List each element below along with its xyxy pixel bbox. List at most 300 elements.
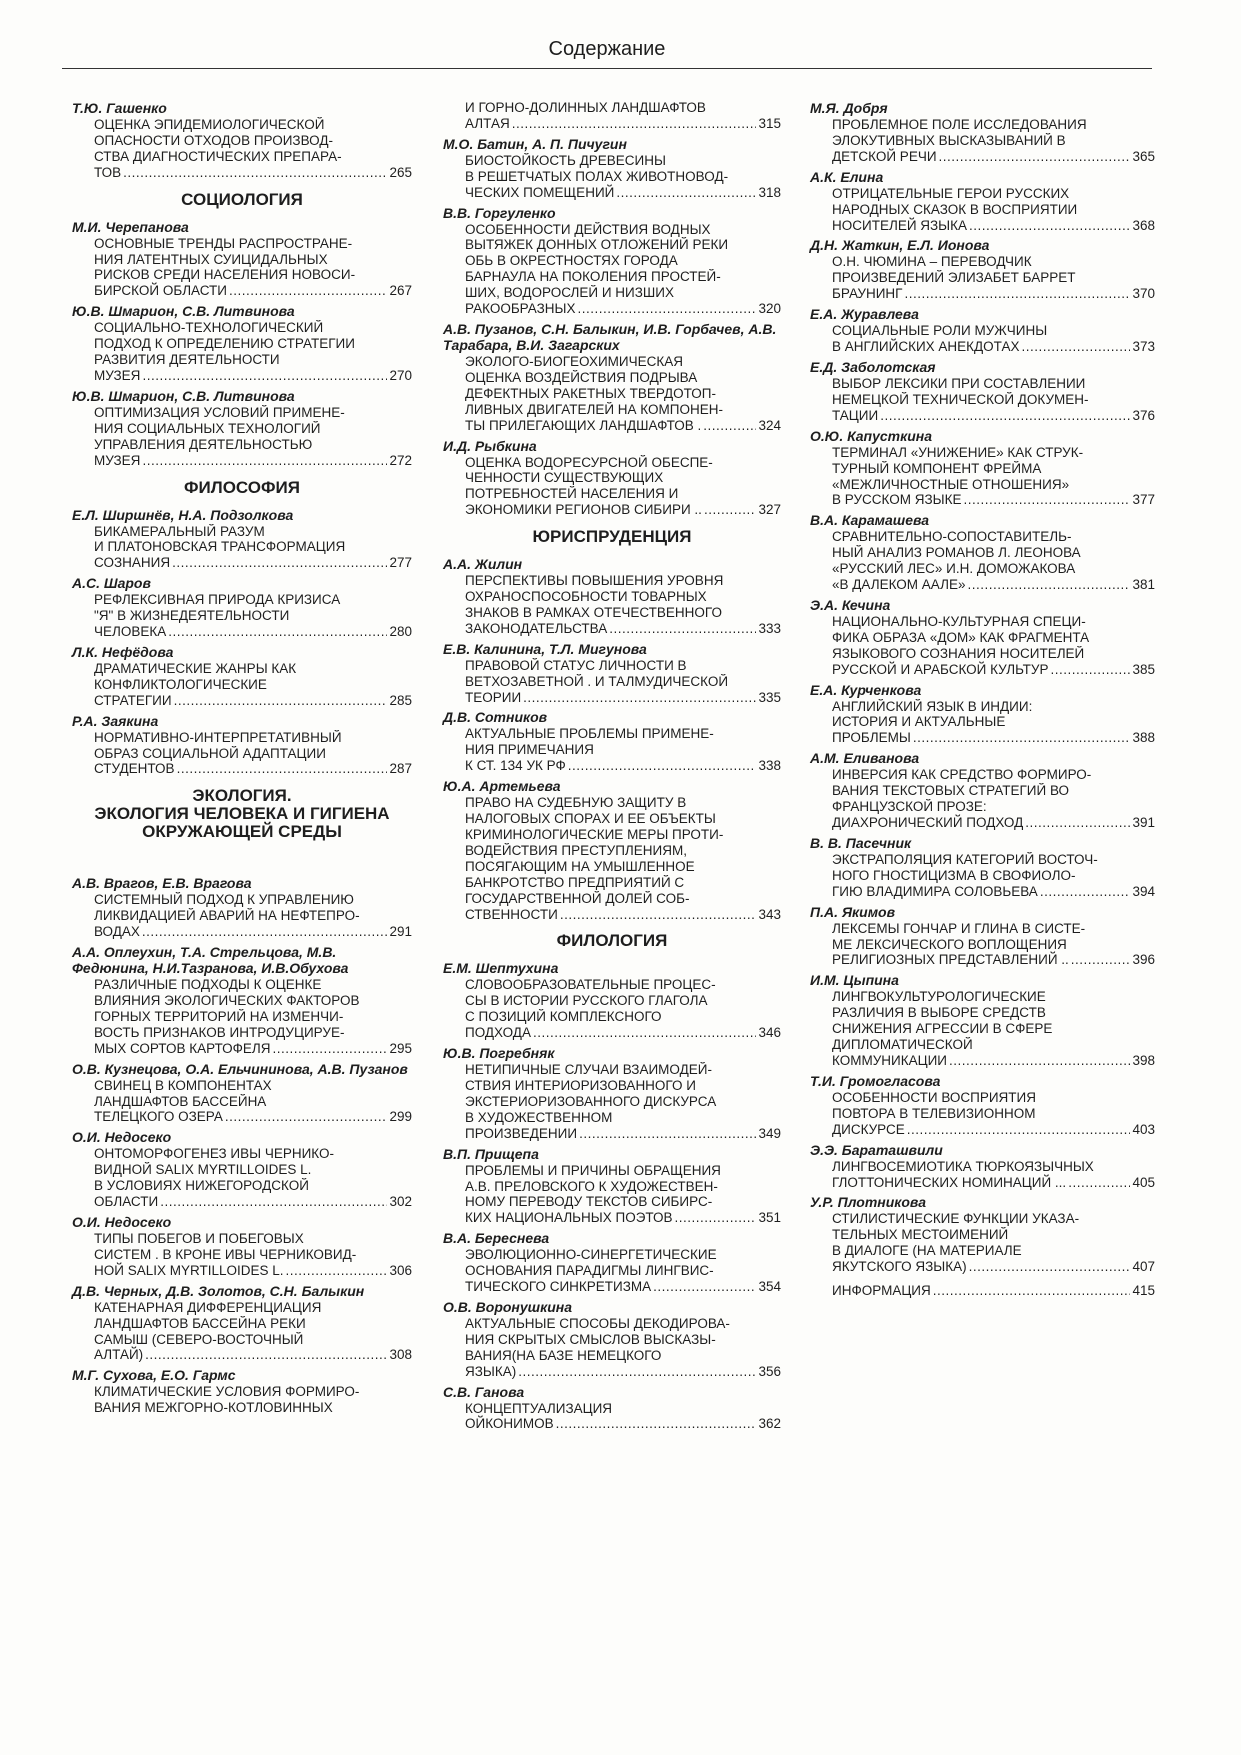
dot-leader: [880, 408, 1130, 424]
toc-entry[interactable]: [810, 237, 1155, 302]
toc-entry[interactable]: [72, 1129, 412, 1210]
toc-entry[interactable]: [443, 960, 781, 1041]
entry-title-last-line: [832, 408, 1155, 424]
entry-title-line: ПЕРСПЕКТИВЫ ПОВЫШЕНИЯ УРОВНЯ: [465, 573, 724, 589]
entry-title-line: НИЯ СОЦИАЛЬНЫХ ТЕХНОЛОГИЙ: [94, 420, 321, 436]
entry-title-line: ВИДНОЙ SALIX MYRTILLOIDES L.: [94, 1162, 312, 1178]
entry-title-line: НИЯ СКРЫТЫХ СМЫСЛОВ ВЫСКАЗЫ-: [465, 1331, 716, 1347]
entry-authors: Л.К. Нефёдова: [72, 643, 174, 660]
entry-title: [832, 529, 1155, 593]
page-number: 356: [758, 1363, 781, 1379]
toc-entry[interactable]: [72, 388, 412, 469]
entry-title-line: ОСНОВАНИЯ ПАРАДИГМЫ ЛИНГВИС-: [465, 1263, 714, 1279]
entry-title-line: ЭЛОКУТИВНЫХ ВЫСКАЗЫВАНИЙ В: [832, 132, 1066, 148]
entry-title-line: ГЛОТТОНИЧЕСКИХ НОМИНАЦИЙ ...: [832, 1174, 1067, 1190]
entry-authors: Е.В. Калинина, Т.Л. Мигунова: [443, 640, 647, 657]
toc-entry[interactable]: [443, 321, 781, 434]
entry-title-line: ОСНОВНЫЕ ТРЕНДЫ РАСПРОСТРАНЕ-: [94, 235, 353, 251]
entry-authors: Е.Л. Ширшнёв, Н.А. Подзолкова: [72, 506, 294, 523]
entry-title: [94, 1384, 412, 1416]
entry-title-line: СТВА ДИАГНОСТИЧЕСКИХ ПРЕПАРА-: [94, 148, 342, 164]
entry-title-line: КОНЦЕПТУАЛИЗАЦИЯ: [465, 1400, 613, 1416]
page-number: 306: [389, 1262, 412, 1278]
entry-title: [832, 989, 1155, 1069]
dot-leader: [229, 283, 387, 299]
toc-entry[interactable]: [72, 944, 412, 1057]
entry-title-last-line: [832, 492, 1155, 508]
entry-title-line: ОПТИМИЗАЦИЯ УСЛОВИЙ ПРИМЕНЕ-: [94, 404, 345, 420]
entry-authors: Р.А. Заякина: [72, 712, 159, 729]
page-number: 277: [389, 555, 412, 571]
toc-entry[interactable]: [443, 438, 781, 519]
entry-title-line: ЛИНГВОКУЛЬТУРОЛОГИЧЕСКИЕ: [832, 989, 1046, 1005]
entry-title-line: ЛИНГВОСЕМИОТИКА ТЮРКОЯЗЫЧНЫХ: [832, 1158, 1094, 1174]
toc-entry[interactable]: [810, 359, 1155, 424]
entry-title: [832, 376, 1155, 424]
entry-title-last-line: [94, 165, 412, 181]
entry-title-last-line: [94, 1041, 412, 1057]
toc-entry[interactable]: [443, 136, 781, 201]
entry-authors: Ю.В. Шмарион, С.В. Литвинова: [72, 387, 295, 404]
entry-title: [94, 592, 412, 640]
dot-leader: [579, 1126, 756, 1142]
entry-title-line: ДИСКУРСЕ: [832, 1121, 905, 1137]
entry-title-line: ЭКОНОМИКИ РЕГИОНОВ СИБИРИ ..: [465, 502, 702, 518]
entry-authors: А.В. Пузанов, С.Н. Балыкин, И.В. Горбачев, А.В. Тарабара, В.И. Загарских: [443, 320, 777, 353]
entry-title-line: ПОДХОДА: [465, 1025, 531, 1041]
section-heading-line: ФИЛОСОФИЯ: [184, 477, 300, 497]
entry-title: [94, 661, 412, 709]
entry-title-line: ДИПЛОМАТИЧЕСКОЙ: [832, 1037, 973, 1053]
page-title: Содержание: [548, 38, 666, 60]
entry-title-line: ДРАМАТИЧЕСКИЕ ЖАНРЫ КАК: [94, 660, 297, 676]
entry-authors: Е.М. Шептухина: [443, 960, 559, 977]
toc-entry[interactable]: [443, 1146, 781, 1227]
entry-title-line: ЛИВНЫХ ДВИГАТЕЛЕЙ НА КОМПОНЕН-: [465, 401, 723, 417]
toc-entry[interactable]: [72, 1367, 412, 1416]
entry-title-line: КОММУНИКАЦИИ: [832, 1052, 947, 1068]
page-number: 362: [758, 1416, 781, 1432]
page-number: 388: [1132, 730, 1155, 746]
entry-title-line: ЧЕСКИХ ПОМЕЩЕНИЙ: [465, 184, 615, 200]
entry-authors: Ю.А. Артемьева: [443, 778, 561, 795]
entry-title-line: УПРАВЛЕНИЯ ДЕЯТЕЛЬНОСТЬЮ: [94, 436, 313, 452]
dot-leader: [225, 1109, 388, 1125]
page-number: 354: [758, 1279, 781, 1295]
entry-title-line: ОПАСНОСТИ ОТХОДОВ ПРОИЗВОД-: [94, 132, 333, 148]
toc-entry[interactable]: [810, 428, 1155, 509]
page-number: 308: [389, 1347, 412, 1363]
entry-title-line: АНГЛИЙСКИЙ ЯЗЫК В ИНДИИ:: [832, 698, 1033, 714]
toc-entry[interactable]: [810, 512, 1155, 593]
entry-authors: О.И. Недосеко: [72, 1129, 172, 1146]
entry-title-last-line: [832, 1122, 1155, 1138]
entry-title: [94, 320, 412, 384]
dot-leader: [172, 555, 387, 571]
entry-title-last-line: [94, 1263, 412, 1279]
entry-title-line: ВЫТЯЖЕК ДОННЫХ ОТЛОЖЕНИЙ РЕКИ: [465, 237, 729, 253]
entry-title: [94, 730, 412, 778]
toc-entry[interactable]: [810, 169, 1155, 234]
entry-title-line: ВАНИЯ МЕЖГОРНО-КОТЛОВИННЫХ: [94, 1400, 333, 1416]
entry-title-line: ВОДАХ: [94, 924, 140, 940]
page-number: 343: [758, 906, 781, 922]
entry-title-line: ЭКСТРАПОЛЯЦИЯ КАТЕГОРИЙ ВОСТОЧ-: [832, 851, 1098, 867]
entry-title-line: ДЕФЕКТНЫХ РАКЕТНЫХ ТВЕРДОТОП-: [465, 385, 716, 401]
toc-entry[interactable]: [810, 1142, 1155, 1191]
dot-leader: [907, 1122, 1131, 1138]
entry-title-line: И ГОРНО-ДОЛИННЫХ ЛАНДШАФТОВ: [465, 100, 706, 115]
entry-title: [94, 1231, 412, 1279]
entry-title-line: ЛАНДШАФТОВ БАССЕЙНА РЕКИ: [94, 1315, 306, 1331]
entry-title-last-line: [832, 1259, 1155, 1275]
entry-title-last-line: [94, 693, 412, 709]
page-number: 333: [758, 620, 781, 636]
entry-title-line: ТЕОРИИ: [465, 689, 522, 705]
entry-authors: А.А. Жилин: [443, 556, 523, 573]
dot-leader: [969, 1259, 1131, 1275]
entry-authors: М.Я. Добря: [810, 100, 888, 116]
dot-leader: [174, 693, 388, 709]
entry-title-line: КРИМИНОЛОГИЧЕСКИЕ МЕРЫ ПРОТИ-: [465, 827, 724, 842]
entry-title-line: САМЫШ (СЕВЕРО-ВОСТОЧНЫЙ: [94, 1331, 304, 1347]
entry-title-last-line: [465, 502, 781, 518]
dot-leader: [142, 368, 387, 384]
entry-title-last-line: [832, 149, 1155, 165]
dot-leader: [142, 453, 387, 469]
entry-title-last-line: [465, 301, 781, 317]
entry-title-line: ПРОБЛЕМЫ И ПРИЧИНЫ ОБРАЩЕНИЯ: [465, 1162, 721, 1178]
page-number: 272: [389, 452, 412, 468]
dot-leader: [703, 418, 756, 434]
entry-title-line: АЛТАЯ: [465, 115, 510, 131]
page-number: 396: [1132, 952, 1155, 968]
entry-authors: О.В. Воронушкина: [443, 1298, 573, 1315]
entry-title-line: ЧЕЛОВЕКА: [94, 624, 167, 640]
dot-leader: [1071, 952, 1131, 968]
dot-leader: [123, 165, 387, 181]
entry-title-line: КАТЕНАРНАЯ ДИФФЕРЕНЦИАЦИЯ: [94, 1299, 322, 1315]
toc-entry[interactable]: [443, 205, 781, 317]
entry-title-line: ИСТОРИЯ И АКТУАЛЬНЫЕ: [832, 714, 1006, 730]
entry-authors: А.С. Шаров: [72, 575, 151, 592]
entry-title-line: ВАНИЯ ТЕКСТОВЫХ СТРАТЕГИЙ ВО: [832, 783, 1070, 799]
entry-title: [832, 254, 1155, 302]
page-number: 370: [1132, 286, 1155, 302]
entry-title-line: СТУДЕНТОВ: [94, 761, 175, 777]
entry-title-line: БАНКРОТСТВО ПРЕДПРИЯТИЙ С: [465, 874, 685, 890]
entry-title: [832, 117, 1155, 165]
toc-entry[interactable]: [810, 1073, 1155, 1138]
entry-title: [94, 524, 412, 572]
entry-title-line: О.Н. ЧЮМИНА – ПЕРЕВОДЧИК: [832, 254, 1032, 270]
entry-title: [94, 117, 412, 181]
entry-title-line: ШИХ, ВОДОРОСЛЕЙ И НИЗШИХ: [465, 285, 674, 301]
entry-title-line: ФИКА ОБРАЗА «ДОМ» КАК ФРАГМЕНТА: [832, 629, 1090, 645]
entry-authors: Е.Д. Заболотская: [810, 358, 936, 375]
dot-leader: [609, 621, 756, 637]
entry-title-line: СИСТЕМНЫЙ ПОДХОД К УПРАВЛЕНИЮ: [94, 892, 354, 908]
entry-title-line: ТЫ ПРИЛЕГАЮЩИХ ЛАНДШАФТОВ .: [465, 417, 702, 433]
entry-title-line: ЗНАКОВ В РАМКАХ ОТЕЧЕСТВЕННОГО: [465, 604, 722, 620]
page-number: 299: [389, 1109, 412, 1125]
entry-title-last-line: [94, 624, 412, 640]
entry-title-line: БИРСКОЙ ОБЛАСТИ: [94, 283, 228, 299]
entry-title: [832, 1211, 1155, 1275]
entry-title: [465, 153, 781, 201]
entry-title-line: ЯКУТСКОГО ЯЗЫКА): [832, 1259, 967, 1275]
entry-title-line: БИКАМЕРАЛЬНЫЙ РАЗУМ: [94, 523, 265, 539]
toc-entry[interactable]: [443, 1384, 781, 1433]
entry-title-line: СРАВНИТЕЛЬНО-СОПОСТАВИТЕЛЬ-: [832, 529, 1072, 545]
entry-authors: Ю.В. Шмарион, С.В. Литвинова: [72, 303, 295, 320]
entry-title: [94, 1146, 412, 1210]
page-number: 346: [758, 1025, 781, 1041]
page-number: 377: [1132, 492, 1155, 508]
entry-title-last-line: [465, 1416, 781, 1432]
toc-entry[interactable]: [72, 303, 412, 384]
entry-title-line: НОГО ГНОСТИЦИЗМА В СВОФИОЛО-: [832, 867, 1076, 883]
entry-title-line: РАКООБРАЗНЫХ: [465, 301, 576, 317]
page-number: 394: [1132, 883, 1155, 899]
entry-title-last-line: [832, 1053, 1155, 1069]
toc-entry[interactable]: [810, 100, 1155, 165]
entry-title: [94, 405, 412, 469]
entry-title-last-line: [94, 453, 412, 469]
entry-title: [465, 1062, 781, 1142]
entry-authors: Э.А. Кечина: [810, 596, 891, 613]
entry-title-line: В АНГЛИЙСКИХ АНЕКДОТАХ: [832, 339, 1020, 355]
entry-title-line: ТИЧЕСКОГО СИНКРЕТИЗМА: [465, 1279, 652, 1295]
page-number: 318: [758, 184, 781, 200]
entry-title-line: "Я" В ЖИЗНЕДЕЯТЕЛЬНОСТИ: [94, 608, 290, 624]
entry-title-line: РИСКОВ СРЕДИ НАСЕЛЕНИЯ НОВОСИ-: [94, 267, 356, 283]
entry-title-line: В ДИАЛОГЕ (НА МАТЕРИАЛЕ: [832, 1243, 1022, 1259]
entry-title-last-line: [465, 185, 781, 201]
entry-title-line: ОХРАНОСПОСОБНОСТИ ТОВАРНЫХ: [465, 589, 707, 605]
entry-title-line: НОЙ SALIX MYRTILLOIDES L.: [94, 1262, 284, 1278]
entry-title: [94, 892, 412, 940]
entry-title-line: ДЕТСКОЙ РЕЧИ: [832, 148, 937, 164]
entry-title-line: ДИАХРОНИЧЕСКИЙ ПОДХОД: [832, 815, 1024, 830]
entry-title: [94, 236, 412, 300]
toc-entry[interactable]: [443, 100, 781, 132]
toc-entry[interactable]: [72, 1061, 412, 1126]
section-heading: [443, 528, 781, 546]
toc-entry[interactable]: [810, 972, 1155, 1069]
entry-title-line: ПРАВОВОЙ СТАТУС ЛИЧНОСТИ В: [465, 657, 687, 673]
toc-entry[interactable]: [72, 1283, 412, 1364]
toc-entry-info[interactable]: [832, 1283, 1155, 1298]
page-number: 365: [1132, 148, 1155, 164]
dot-leader: [675, 1210, 757, 1226]
page-number: 373: [1132, 339, 1155, 355]
entry-title-line: ЛАНДШАФТОВ БАССЕЙНА: [94, 1093, 267, 1109]
page-number: 381: [1132, 577, 1155, 593]
entry-title-line: ЯЗЫКОВОГО СОЗНАНИЯ НОСИТЕЛЕЙ: [832, 645, 1085, 661]
entry-title-line: ОЦЕНКА ВОДОРЕСУРСНОЙ ОБЕСПЕ-: [465, 454, 713, 470]
entry-title-line: ЭКСТЕРИОРИЗОВАННОГО ДИСКУРСА: [465, 1093, 717, 1109]
entry-title-line: ПРОБЛЕМНОЕ ПОЛЕ ИССЛЕДОВАНИЯ: [832, 117, 1087, 132]
page-number: 338: [758, 758, 781, 774]
entry-title-line: В ХУДОЖЕСТВЕННОМ: [465, 1109, 613, 1125]
toc-entry[interactable]: [72, 507, 412, 572]
dot-leader: [653, 1279, 756, 1295]
entry-title-line: ТИПЫ ПОБЕГОВ И ПОБЕГОВЫХ: [94, 1230, 304, 1246]
entry-title-line: ПОСЯГАЮЩИМ НА УМЫШЛЕННОЕ: [465, 858, 695, 874]
entry-title-line: ОЦЕНКА ВОЗДЕЙСТВИЯ ПОДРЫВА: [465, 369, 698, 385]
dot-leader: [1040, 884, 1131, 900]
entry-title: [465, 1163, 781, 1227]
toc-column-3: [810, 100, 1155, 1298]
page-number: 295: [389, 1040, 412, 1056]
entry-title-line: РУССКОЙ И АРАБСКОЙ КУЛЬТУР: [832, 661, 1049, 677]
entry-title-line: МЕ ЛЕКСИЧЕСКОГО ВОПЛОЩЕНИЯ: [832, 936, 1067, 952]
entry-authors: В. В. Пасечник: [810, 834, 912, 851]
entry-title-line: ЧЕННОСТИ СУЩЕСТВУЮЩИХ: [465, 470, 664, 486]
entry-title-line: СЫ В ИСТОРИИ РУССКОГО ГЛАГОЛА: [465, 993, 708, 1009]
entry-title-line: ПРОБЛЕМЫ: [832, 730, 911, 746]
entry-authors: М.Г. Сухова, Е.О. Гармс: [72, 1367, 236, 1384]
section-heading: [72, 787, 412, 841]
toc-entry[interactable]: [810, 682, 1155, 747]
entry-title-line: СВИНЕЦ В КОМПОНЕНТАХ: [94, 1077, 272, 1093]
section-heading-line: СОЦИОЛОГИЯ: [181, 189, 303, 209]
entry-authors: В.П. Прищепа: [443, 1145, 539, 1162]
entry-title-line: СИСТЕМ . В КРОНЕ ИВЫ ЧЕРНИКОВИД-: [94, 1246, 357, 1262]
entry-title-line: В РУССКОМ ЯЗЫКЕ: [832, 492, 962, 508]
entry-title: [465, 977, 781, 1041]
entry-authors: И.Д. Рыбкина: [443, 437, 537, 454]
dot-leader: [904, 286, 1130, 302]
entry-title-line: ПРОИЗВЕДЕНИЙ ЭЛИЗАБЕТ БАРРЕТ: [832, 270, 1076, 286]
toc-entry[interactable]: [810, 1194, 1155, 1275]
entry-title-last-line: [832, 577, 1155, 593]
section-heading-line: ЭКОЛОГИЯ.: [192, 786, 292, 806]
toc-entry[interactable]: [72, 100, 412, 181]
entry-title-line: НОСИТЕЛЕЙ ЯЗЫКА: [832, 217, 967, 233]
toc-entry[interactable]: [72, 575, 412, 640]
toc-entry[interactable]: [72, 875, 412, 940]
toc-entry[interactable]: [72, 644, 412, 709]
toc-entry[interactable]: [810, 835, 1155, 900]
section-heading: [443, 932, 781, 950]
dot-leader: [560, 907, 757, 923]
toc-entry[interactable]: [443, 1045, 781, 1142]
page-number: 349: [758, 1125, 781, 1141]
toc-entry[interactable]: [72, 1214, 412, 1279]
entry-title-line: ЛИКВИДАЦИЕЙ АВАРИЙ НА НЕФТЕПРО-: [94, 908, 360, 924]
section-heading: [72, 191, 412, 209]
entry-title-last-line: [832, 218, 1155, 234]
entry-title-line: И ПЛАТОНОВСКАЯ ТРАНСФОРМАЦИЯ: [94, 539, 346, 555]
entry-title-line: СОЦИАЛЬНЫЕ РОЛИ МУЖЧИНЫ: [832, 323, 1048, 339]
entry-title-line: В УСЛОВИЯХ НИЖЕГОРОДСКОЙ: [94, 1178, 309, 1194]
entry-title-line: ВОСТЬ ПРИЗНАКОВ ИНТРОДУЦИРУЕ-: [94, 1024, 345, 1040]
entry-title: [465, 100, 781, 132]
page-number: 270: [389, 367, 412, 383]
entry-title: [832, 921, 1155, 969]
entry-title-last-line: [832, 662, 1155, 678]
entry-title-line: ОНТОМОРФОГЕНЕЗ ИВЫ ЧЕРНИКО-: [94, 1146, 335, 1162]
entry-title-last-line: [465, 1364, 781, 1380]
entry-title-line: ГОРНЫХ ТЕРРИТОРИЙ НА ИЗМЕНЧИ-: [94, 1008, 344, 1024]
toc-entry[interactable]: [443, 709, 781, 774]
entry-title: [465, 1316, 781, 1380]
entry-title: [465, 726, 781, 774]
toc-entry[interactable]: [810, 306, 1155, 355]
entry-title-line: НАЛОГОВЫХ СПОРАХ И ЕЕ ОБЪЕКТЫ: [465, 811, 716, 827]
entry-title-line: РАЗВИТИЯ ДЕЯТЕЛЬНОСТИ: [94, 352, 280, 368]
entry-authors: М.О. Батин, А. П. Пичугин: [443, 135, 627, 152]
dot-leader: [967, 577, 1130, 593]
entry-title-line: ЗАКОНОДАТЕЛЬСТВА: [465, 620, 608, 636]
page-number: 405: [1132, 1174, 1155, 1190]
entry-title: [465, 1247, 781, 1295]
entry-authors: Д.Н. Жаткин, Е.Л. Ионова: [810, 237, 990, 254]
toc-entry[interactable]: [810, 597, 1155, 678]
page-number: 285: [389, 692, 412, 708]
entry-title-line: СТВЕННОСТИ: [465, 906, 558, 922]
toc-entry[interactable]: [72, 219, 412, 300]
entry-title-line: ОБЬ В ОКРЕСТНОСТЯХ ГОРОДА: [465, 253, 678, 269]
entry-title-line: ПОТРЕБНОСТЕЙ НАСЕЛЕНИЯ И: [465, 486, 679, 502]
entry-title-last-line: [832, 1175, 1155, 1191]
entry-title-last-line: [832, 730, 1155, 746]
entry-title-last-line: [94, 761, 412, 777]
toc-entry[interactable]: [443, 641, 781, 706]
entry-title-line: НАРОДНЫХ СКАЗОК В ВОСПРИЯТИИ: [832, 201, 1078, 217]
page-number: 267: [389, 283, 412, 299]
dot-leader: [512, 116, 757, 132]
entry-title-last-line: [94, 283, 412, 299]
entry-title-line: КОНФЛИКТОЛОГИЧЕСКИЕ: [94, 676, 267, 692]
dot-leader: [578, 301, 757, 317]
dot-leader: [1068, 1175, 1130, 1191]
dot-leader: [1050, 662, 1130, 678]
toc-column-2: [443, 100, 781, 1436]
toc-entry[interactable]: [443, 556, 781, 637]
entry-title-line: СОЗНАНИЯ: [94, 555, 171, 571]
entry-title-last-line: [94, 1194, 412, 1210]
dot-leader: [533, 1025, 757, 1041]
toc-entry[interactable]: [443, 1230, 781, 1295]
toc-entry[interactable]: [443, 778, 781, 922]
entry-title: [832, 445, 1155, 509]
entry-title: [94, 1078, 412, 1126]
toc-entry[interactable]: [72, 713, 412, 778]
section-heading-line: ФИЛОЛОГИЯ: [556, 931, 668, 951]
entry-title-line: НОМУ ПЕРЕВОДУ ТЕКСТОВ СИБИРС-: [465, 1194, 713, 1210]
entry-authors: С.В. Ганова: [443, 1383, 525, 1400]
entry-title-last-line: [465, 116, 781, 132]
entry-title-line: ОЦЕНКА ЭПИДЕМИОЛОГИЧЕСКОЙ: [94, 117, 325, 132]
toc-entry[interactable]: [443, 1299, 781, 1380]
dot-leader: [616, 185, 756, 201]
entry-title-line: НЫЙ АНАЛИЗ РОМАНОВ Л. ЛЕОНОВА: [832, 545, 1081, 561]
dot-leader: [933, 1283, 1131, 1298]
entry-title-line: К СТ. 134 УК РФ: [465, 758, 566, 774]
entry-authors: А.В. Врагов, Е.В. Врагова: [72, 875, 252, 892]
page-number: 291: [389, 924, 412, 940]
toc-entry[interactable]: [810, 750, 1155, 831]
toc-entry[interactable]: [810, 904, 1155, 969]
entry-title: [832, 186, 1155, 234]
entry-authors: О.Ю. Капусткина: [810, 427, 933, 444]
entry-title-line: ПРАВО НА СУДЕБНУЮ ЗАЩИТУ В: [465, 795, 687, 811]
page-number: 324: [758, 417, 781, 433]
entry-title-last-line: [832, 339, 1155, 355]
